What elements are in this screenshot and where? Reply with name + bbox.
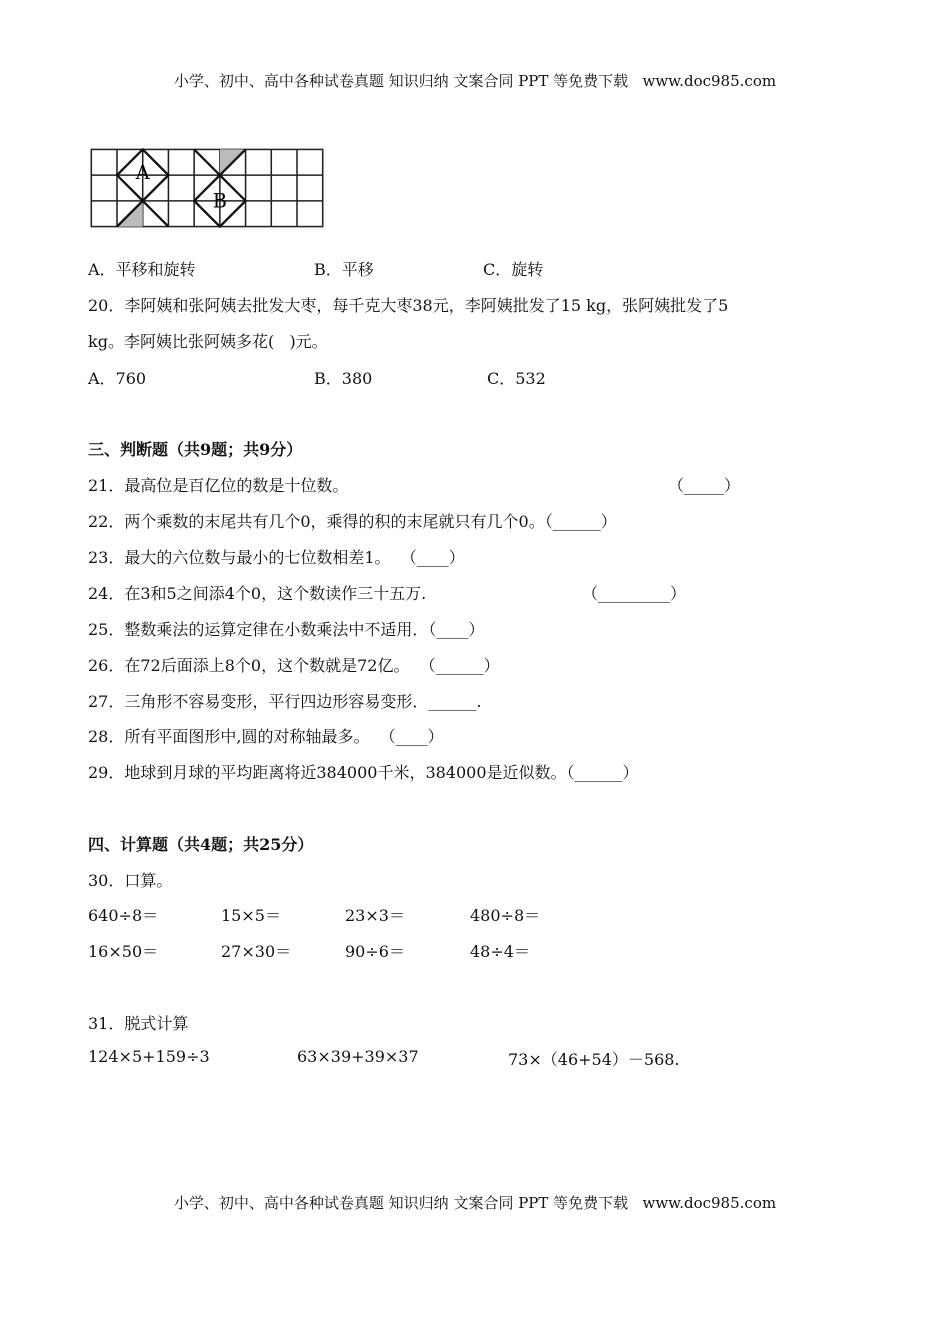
- q27: 27．三角形不容易变形，平行四边形容易变形．______.: [88, 692, 482, 711]
- q25: 25．整数乘法的运算定律在小数乘法中不适用．（____）: [88, 620, 485, 639]
- q24-blank[interactable]: （_________）: [582, 584, 687, 603]
- oral-item: 48÷4＝: [470, 942, 530, 961]
- oral-item: 640÷8＝: [88, 906, 159, 925]
- page-header: 小学、初中、高中各种试卷真题 知识归纳 文案合同 PPT 等免费下载 www.doc985.com: [173, 72, 777, 90]
- oral-item: 23×3＝: [345, 906, 405, 925]
- q31: 31．脱式计算: [88, 1014, 189, 1033]
- page-footer: 小学、初中、高中各种试卷真题 知识归纳 文案合同 PPT 等免费下载 www.doc985.com: [173, 1194, 777, 1212]
- q20-line1: 20．李阿姨和张阿姨去批发大枣，每千克大枣38元，李阿姨批发了15 kg，张阿姨批发了5: [88, 296, 729, 315]
- section3-title: 三、判断题（共9题；共9分）: [88, 440, 303, 459]
- expr: 124×5+159÷3: [88, 1047, 210, 1066]
- grid-figure: [90, 148, 324, 228]
- q20-line2: kg。李阿姨比张阿姨多花( )元。: [88, 332, 328, 351]
- q20-option-c: C．532: [487, 369, 546, 388]
- q24: 24．在3和5之间添4个0，这个数读作三十五万.: [88, 584, 427, 603]
- oral-item: 16×50＝: [88, 942, 159, 961]
- q26: 26．在72后面添上8个0，这个数就是72亿。 （______）: [88, 656, 500, 675]
- q29: 29．地球到月球的平均距离将近384000千米，384000是近似数。（______）: [88, 763, 639, 782]
- q19-option-a: A．平移和旋转: [88, 260, 196, 279]
- q20-option-b: B．380: [314, 369, 373, 388]
- section4-title: 四、计算题（共4题；共25分）: [88, 835, 314, 854]
- oral-item: 90÷6＝: [345, 942, 405, 961]
- q19-option-b: B．平移: [314, 260, 374, 279]
- q23: 23．最大的六位数与最小的七位数相差1。 （____）: [88, 548, 465, 567]
- q22: 22．两个乘数的末尾共有几个0，乘得的积的末尾就只有几个0。（______）: [88, 512, 617, 531]
- label-b: [213, 189, 227, 212]
- label-a: [135, 161, 151, 184]
- oral-item: 480÷8＝: [470, 906, 541, 925]
- oral-item: 27×30＝: [221, 942, 292, 961]
- oral-item: 15×5＝: [221, 906, 281, 925]
- expr: 73×（46+54）－568.: [508, 1050, 680, 1069]
- q30: 30．口算。: [88, 871, 173, 890]
- q21-blank[interactable]: （_____）: [668, 476, 741, 495]
- q20-option-a: A．760: [88, 369, 147, 388]
- q21: 21．最高位是百亿位的数是十位数。: [88, 476, 349, 495]
- q28: 28．所有平面图形中,圆的对称轴最多。 （____）: [88, 727, 444, 746]
- q19-option-c: C．旋转: [483, 260, 544, 279]
- expr: 63×39+39×37: [297, 1047, 419, 1066]
